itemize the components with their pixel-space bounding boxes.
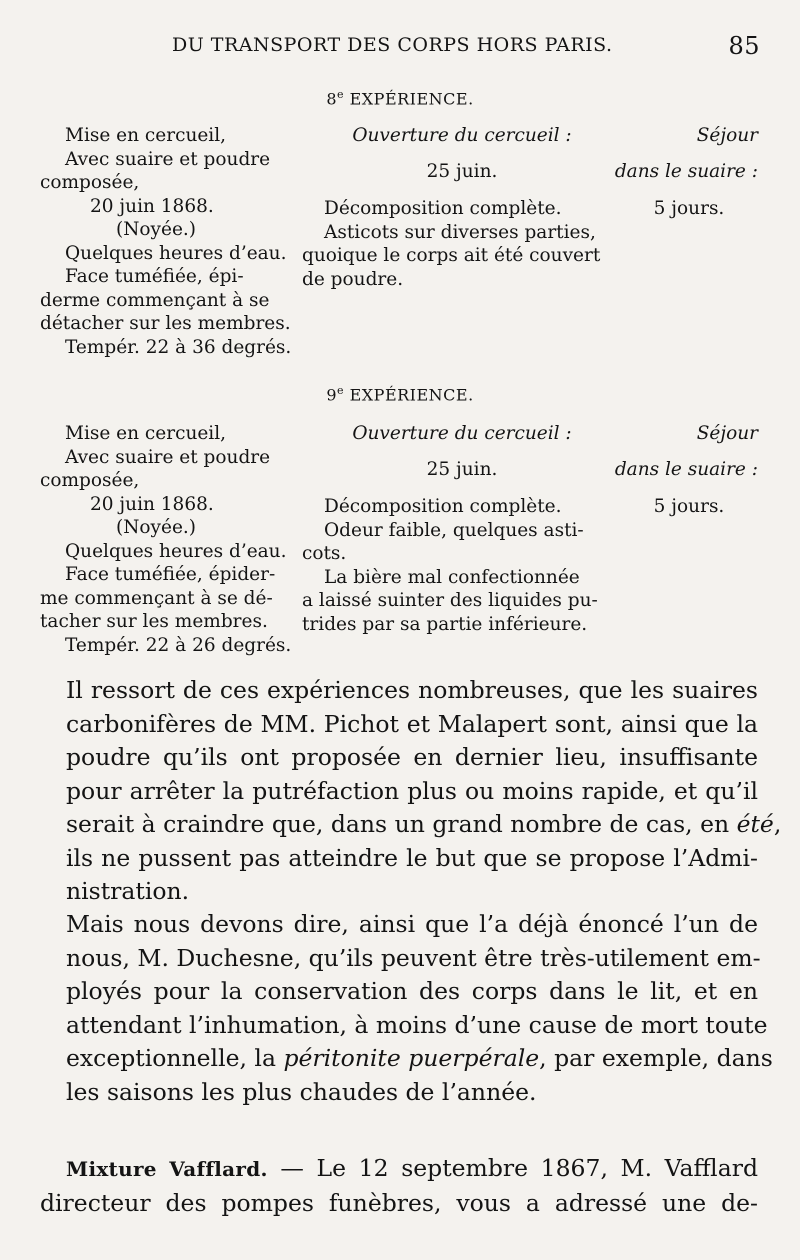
paragraph-text: serait à craindre que, dans un grand nombre de cas, en [66, 810, 737, 838]
exp8-left-line: 20 juin 1868. [90, 195, 214, 217]
exp8-middle-line: quoique le corps ait été couvert [302, 245, 601, 266]
exp9-middle-line: trides par sa partie inférieure. [302, 613, 588, 635]
experiment-8-left-column [40, 124, 300, 359]
exp9-left-line: Mise en cercueil, [65, 423, 227, 444]
paragraph-line: ils ne pussent pas atteindre le but que se propose l’Admi- [66, 843, 758, 872]
experiment-9-ordinal: e [337, 384, 345, 397]
experiment-8-right-column [600, 124, 758, 221]
exp9-middle-date: 25 juin. [426, 458, 498, 480]
experiment-9-label: EXPÉRIENCE. [349, 385, 474, 405]
exp9-middle-line: Odeur faible, quelques asti- [324, 519, 584, 541]
exp9-middle-line: cots. [302, 543, 347, 564]
exp9-left-line: me commençant à se dé- [40, 587, 273, 609]
paragraph-line: les saisons les plus chaudes de l’année. [66, 1077, 537, 1106]
paragraph-conclusion [66, 674, 782, 909]
paragraph-text: , par exemple, dans [539, 1044, 773, 1072]
paragraph-line: pour arrêter la putréfaction plus ou moins rapide, et qu’il [66, 776, 758, 805]
paragraph-line [66, 808, 782, 842]
exp9-right-value: 5 jours. [653, 496, 725, 517]
exp9-middle-line: Décomposition complète. [324, 496, 562, 517]
exp8-left-line: composée, [40, 172, 140, 193]
exp9-left-line: Avec suaire et poudre [65, 446, 271, 468]
exp8-left-line: (Noyée.) [116, 219, 196, 240]
paragraph-text: , [773, 810, 782, 838]
exp8-left-line: Quelques heures d’eau. [65, 242, 287, 264]
experiment-8-label: EXPÉRIENCE. [349, 89, 474, 109]
section-heading: Mixture Vafflard. [66, 1157, 268, 1181]
paragraph-line: directeur des pompes funèbres, vous a adressé une de- [40, 1188, 758, 1217]
exp8-middle-date: 25 juin. [426, 160, 498, 182]
exp9-right-head: Séjour [696, 423, 758, 444]
paragraph-line: nous, M. Duchesne, qu’ils peuvent être très-utilement em- [66, 943, 761, 972]
exp9-left-line: tacher sur les membres. [40, 611, 268, 632]
exp9-left-line: Quelques heures d’eau. [65, 540, 287, 562]
page-number: 85 [728, 32, 760, 60]
experiment-9-right-column [600, 422, 758, 519]
experiment-9-title [0, 384, 800, 404]
paragraph-mixture-vafflard [40, 1152, 759, 1220]
exp9-middle-line: a laissé suinter des liquides pu- [302, 590, 598, 611]
experiment-8-ordinal: e [337, 88, 345, 101]
italic-word: été [736, 810, 774, 838]
exp8-right-head: Séjour [696, 125, 758, 146]
exp8-left-line: détacher sur les membres. [40, 313, 291, 334]
exp8-middle-line: Asticots sur diverses parties, [324, 221, 596, 243]
exp9-left-line: (Noyée.) [116, 517, 196, 538]
exp8-left-line: Avec suaire et poudre [65, 148, 271, 170]
exp8-middle-line: de poudre. [302, 268, 404, 290]
exp9-middle-head: Ouverture du cercueil : [352, 423, 572, 444]
exp8-left-line: Mise en cercueil, [65, 125, 227, 146]
experiment-9-number: 9 [326, 385, 337, 405]
paragraph-line: Mais nous devons dire, ainsi que l’a déjà énoncé l’un de [66, 910, 758, 938]
paragraph-reservation [66, 908, 773, 1109]
paragraph-line: attendant l’inhumation, à moins d’une cause de mort toute [66, 1010, 768, 1039]
exp8-left-line: Face tuméfiée, épi- [65, 266, 244, 287]
exp8-right-value: 5 jours. [653, 198, 725, 219]
paragraph-line: nistration. [66, 877, 190, 905]
experiment-9-left-column [40, 422, 300, 657]
exp8-left-line: derme commençant à se [40, 289, 270, 311]
paragraph-line: poudre qu’ils ont proposée en dernier lieu, insuffisante [66, 743, 758, 771]
paragraph-line [66, 1152, 758, 1187]
paragraph-line: carbonifères de MM. Pichot et Malapert sont, ainsi que la [66, 709, 758, 738]
paragraph-text: exceptionnelle, la [66, 1044, 284, 1072]
experiment-8-title [0, 88, 800, 108]
paragraph-line: ployés pour la conservation des corps dans le lit, et en [66, 977, 758, 1005]
exp9-left-line: Tempér. 22 à 26 degrés. [65, 634, 292, 656]
exp9-middle-line: La bière mal confectionnée [324, 566, 580, 588]
paragraph-line [66, 1042, 773, 1076]
exp9-left-line: 20 juin 1868. [90, 493, 214, 515]
running-title: DU TRANSPORT DES CORPS HORS PARIS. [172, 34, 613, 56]
paragraph-line: Il ressort de ces expériences nombreuses, que les suaires [66, 676, 758, 704]
exp8-left-line: Tempér. 22 à 36 degrés. [65, 336, 292, 358]
italic-phrase: péritonite puerpérale [283, 1044, 540, 1072]
exp9-left-line: Face tuméfiée, épider- [65, 564, 276, 585]
paragraph-text: — Le 12 septembre 1867, M. Vafflard [267, 1154, 759, 1182]
experiment-8-number: 8 [326, 89, 337, 109]
experiment-8-middle-column [302, 124, 602, 291]
exp8-middle-head: Ouverture du cercueil : [352, 125, 572, 146]
exp8-middle-line: Décomposition complète. [324, 198, 562, 219]
exp8-right-sub: dans le suaire : [614, 160, 758, 182]
exp9-left-line: composée, [40, 470, 140, 491]
exp9-right-sub: dans le suaire : [614, 458, 758, 480]
experiment-9-middle-column [302, 422, 602, 636]
